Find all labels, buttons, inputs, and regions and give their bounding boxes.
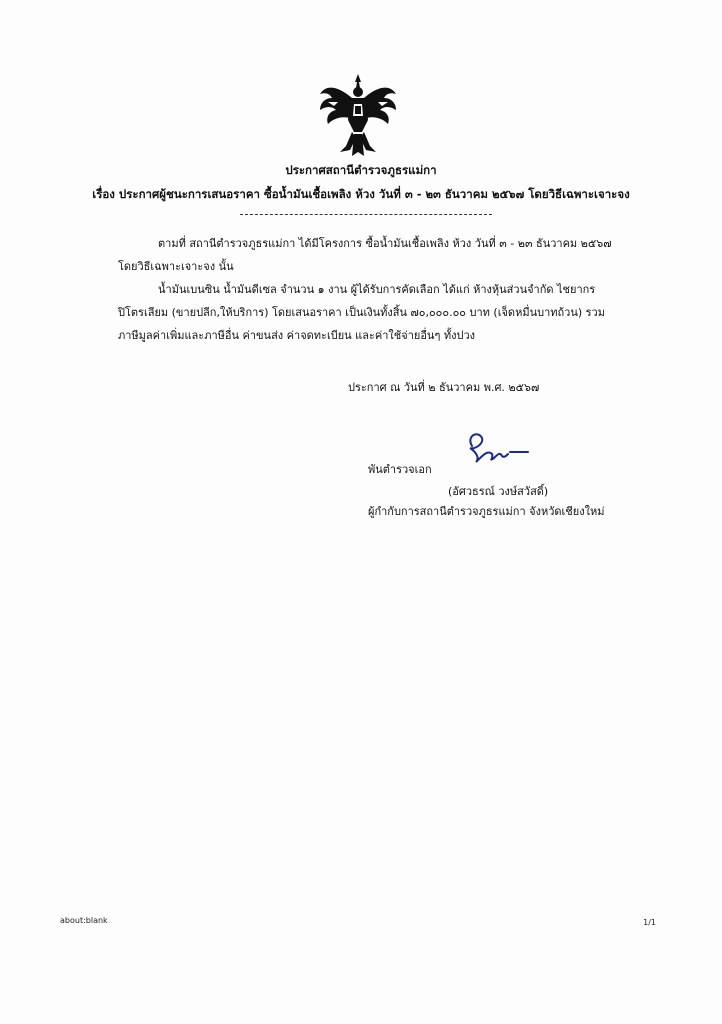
subject-line: เรื่อง ประกาศผู้ชนะการเสนอราคา ซื้อน้ำมันเชื้อเพลิง ห้วง วันที่ ๓ - ๒๓ ธันวาคม ๒๕๖๗ โดยวิธีเฉพาะเจาะจง xyxy=(92,187,630,201)
signatory-rank: พันตำรวจเอก xyxy=(368,463,432,476)
footer-url: about:blank xyxy=(60,916,108,925)
announcement-date: ประกาศ ณ วันที่ ๒ ธันวาคม พ.ศ. ๒๕๖๗ xyxy=(348,381,540,394)
garuda-emblem-icon xyxy=(316,72,400,158)
paragraph-2 xyxy=(118,278,618,347)
divider xyxy=(240,214,492,215)
paragraph-1-text: ตามที่ สถานีตำรวจภูธรแม่กา ได้มีโครงการ ซื้อน้ำมันเชื้อเพลิง ห้วง วันที่ ๓ - ๒๓ ธันวาคม ๒๕๖๗ โดยวิธีเฉพาะเจาะจง นั้น xyxy=(118,237,612,273)
footer-page-number: 1/1 xyxy=(643,918,656,927)
paragraph-1 xyxy=(118,232,618,278)
signatory-position: ผู้กำกับการสถานีตำรวจภูธรแม่กา จังหวัดเชียงใหม่ xyxy=(368,505,605,518)
page-title: ประกาศสถานีตำรวจภูธรแม่กา xyxy=(285,163,437,177)
signatory-name: (อัศวธรณ์ วงษ์สวัสดิ์) xyxy=(448,485,549,498)
handwritten-signature xyxy=(458,428,532,468)
paragraph-2-text: น้ำมันเบนซิน น้ำมันดีเซล จำนวน ๑ งาน ผู้ได้รับการคัดเลือก ได้แก่ ห้างหุ้นส่วนจำกัด ไชยากรปิโตรเลียม (ขายปลีก,ให้บริการ) โดยเสนอราคา เป็นเงินทั้งสิ้น ๗๐,๐๐๐.๐๐ บาท (เจ็ดหมื่นบาทถ้วน) รวมภาษีมูลค่าเพิ่มและภาษีอื่น ค่าขนส่ง ค่าจดทะเบียน และค่าใช้จ่ายอื่นๆ ทั้งปวง xyxy=(118,283,605,342)
